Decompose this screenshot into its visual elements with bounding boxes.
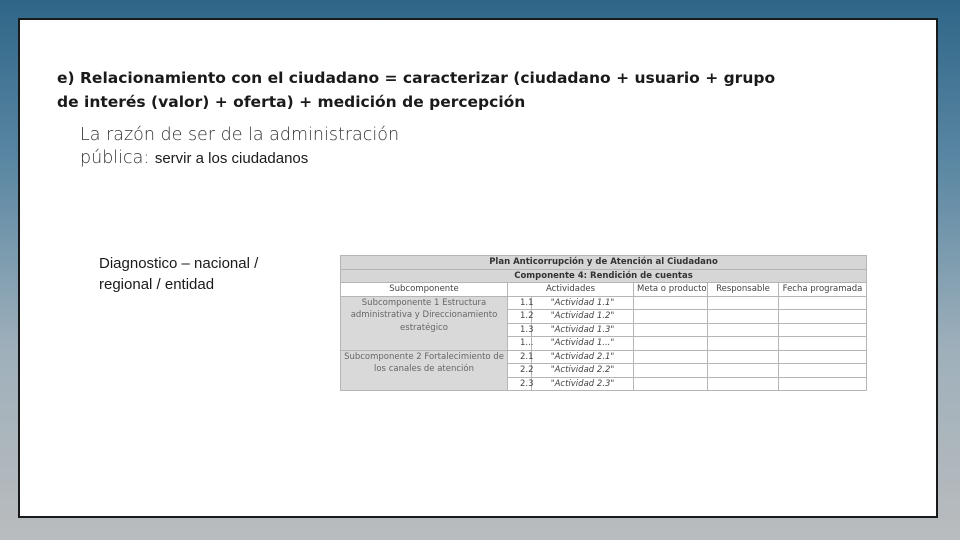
activity-number: 1...	[508, 337, 532, 351]
activity-number: 1.3	[508, 323, 532, 337]
body-text	[80, 124, 410, 170]
plan-table	[340, 255, 867, 391]
activity-name: "Actividad 1..."	[532, 337, 634, 351]
slide	[18, 18, 938, 518]
activity-name: "Actividad 2.2"	[532, 364, 634, 378]
slide-heading	[57, 66, 887, 114]
activity-number: 2.2	[508, 364, 532, 378]
activity-number: 2.3	[508, 377, 532, 391]
activity-name: "Actividad 1.1"	[532, 296, 634, 310]
activity-name: "Actividad 1.2"	[532, 310, 634, 324]
subcomponent-cell: Subcomponente 2 Fortalecimiento de los canales de atención	[341, 350, 508, 391]
table-title: Plan Anticorrupción y de Atención al Ciudadano	[341, 256, 867, 270]
table-row	[341, 296, 867, 310]
diagnostic-text	[99, 253, 319, 295]
plan-table-image	[340, 255, 866, 393]
body-line-2-prefix: pública:	[80, 148, 155, 168]
diagnostic-line-2: regional / entidad	[99, 276, 215, 293]
body-line-1: La razón de ser de la administración	[80, 125, 400, 145]
heading-line-1: e) Relacionamiento con el ciudadano = caracterizar (ciudadano + usuario + grupo	[57, 69, 776, 87]
col-header-date: Fecha programada	[779, 283, 867, 297]
subcomponent-cell: Subcomponente 1 Estructura administrativa y Direccionamiento estratégico	[341, 296, 508, 350]
col-header-activities: Actividades	[508, 283, 634, 297]
table-header-row	[341, 283, 867, 297]
activity-name: "Actividad 1.3"	[532, 323, 634, 337]
activity-number: 1.1	[508, 296, 532, 310]
activity-number: 2.1	[508, 350, 532, 364]
col-header-responsible: Responsable	[708, 283, 779, 297]
diagnostic-line-1: Diagnostico – nacional /	[99, 255, 259, 272]
table-subtitle: Componente 4: Rendición de cuentas	[341, 269, 867, 283]
body-line-2-emphasis: servir a los ciudadanos	[154, 150, 309, 167]
activity-name: "Actividad 2.3"	[532, 377, 634, 391]
col-header-subcomponent: Subcomponente	[341, 283, 508, 297]
col-header-goal: Meta o producto	[634, 283, 708, 297]
activity-number: 1.2	[508, 310, 532, 324]
activity-name: "Actividad 2.1"	[532, 350, 634, 364]
table-row	[341, 350, 867, 364]
heading-line-2: de interés (valor) + oferta) + medición de percepción	[57, 93, 526, 111]
